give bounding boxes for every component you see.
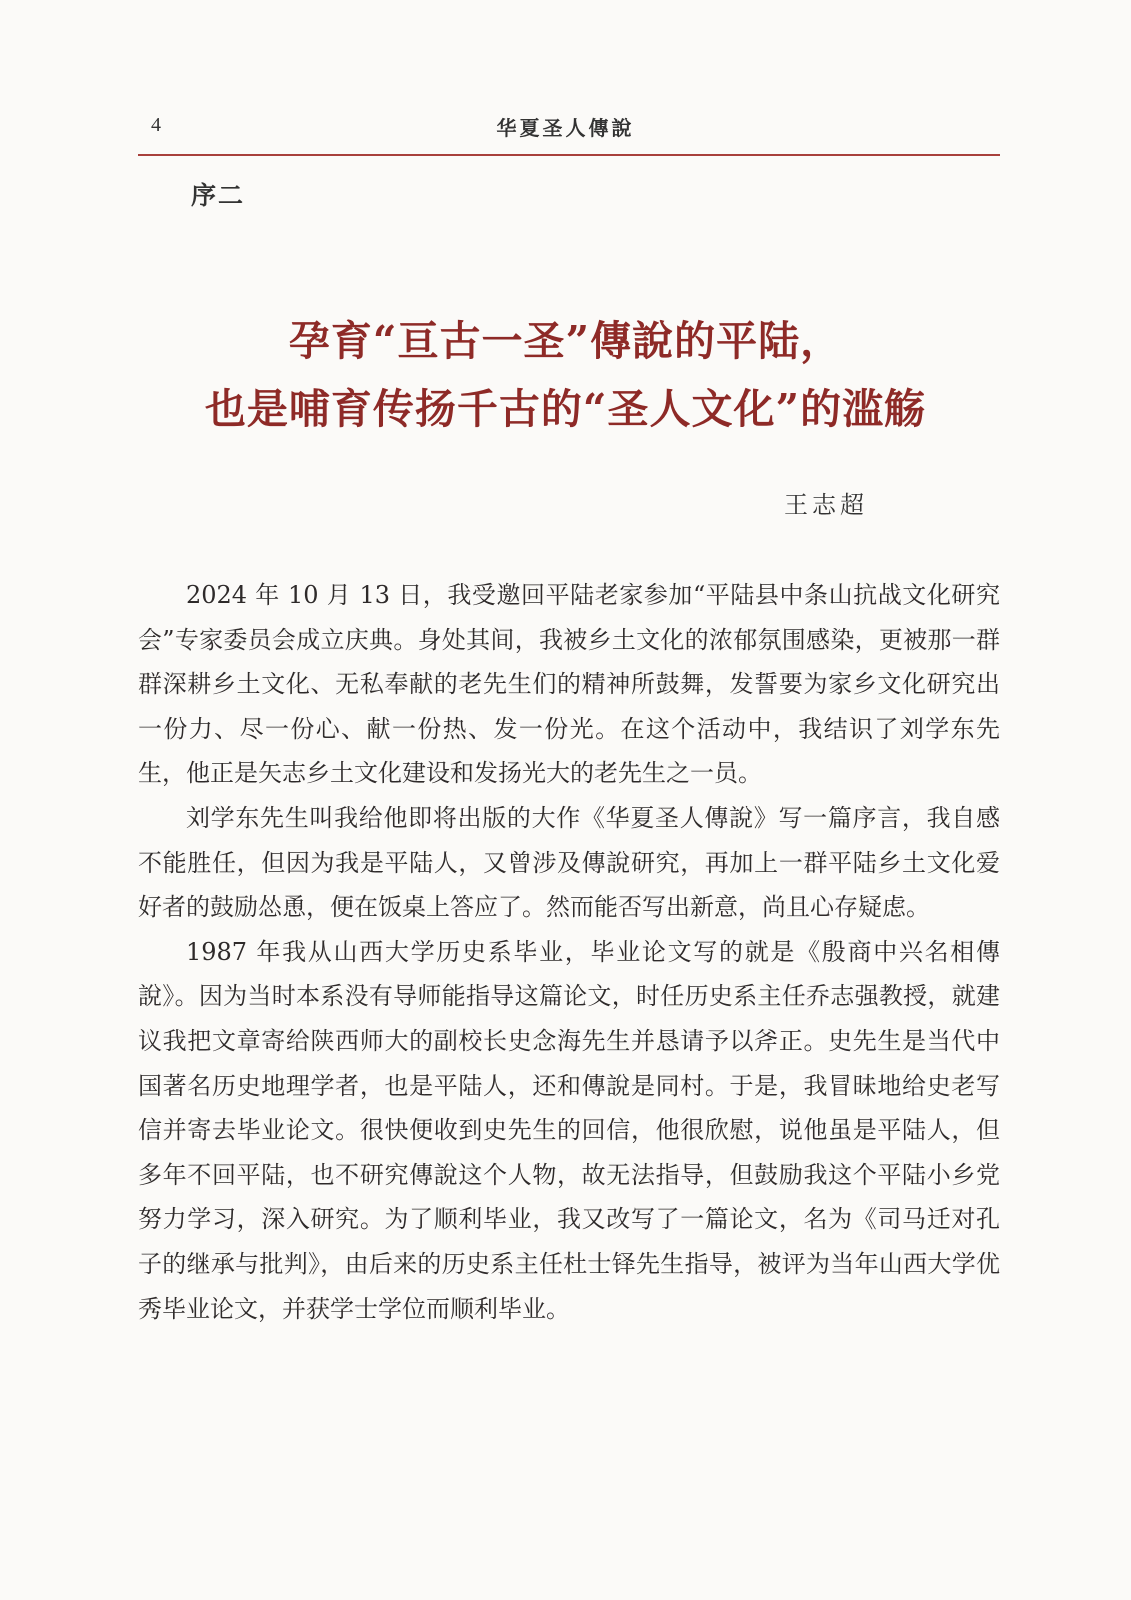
paragraph: 1987 年我从山西大学历史系毕业，毕业论文写的就是《殷商中兴名相傳說》。因为当时本系没有导师能指导这篇论文，时任历史系主任乔志强教授，就建议我把文章寄给陕西师大的副校长史念海先生并恳请予以斧正。史先生是当代中国著名历史地理学者，也是平陆人，还和傳說是同村。于是，我冒昧地给史老写信并寄去毕业论文。很快便收到史先生的回信，他很欣慰，说他虽是平陆人，但多年不回平陆，也不研究傳說这个人物，故无法指导，但鼓励我这个平陆小乡党努力学习，深入研究。为了顺利毕业，我又改写了一篇论文，名为《司马迁对孔子的继承与批判》，由后来的历史系主任杜士铎先生指导，被评为当年山西大学优秀毕业论文，并获学士学位而顺利毕业。 — [138, 937, 1000, 1323]
author-name: 王志超 — [784, 491, 868, 519]
article-title — [0, 307, 1131, 443]
section-label: 序二 — [191, 181, 246, 210]
body-text — [138, 573, 1000, 1331]
page-number: 4 — [151, 114, 161, 136]
title-line: 也是哺育传扬千古的“圣人文化”的滥觞 — [204, 385, 927, 433]
paragraph: 刘学东先生叫我给他即将出版的大作《华夏圣人傳說》写一篇序言，我自感不能胜任，但因为我是平陆人，又曾涉及傳說研究，再加上一群平陆乡土文化爱好者的鼓励怂恿，便在饭桌上答应了。然而能否写出新意，尚且心存疑虑。 — [138, 803, 1000, 922]
running-head-title: 华夏圣人傳說 — [496, 116, 635, 140]
title-line: 孕育“亘古一圣”傳說的平陆， — [288, 317, 843, 365]
paragraph: 2024 年 10 月 13 日，我受邀回平陆老家参加“平陆县中条山抗战文化研究会”专家委员会成立庆典。身处其间，我被乡土文化的浓郁氛围感染，更被那一群群深耕乡土文化、无私奉献的老先生们的精神所鼓舞，发誓要为家乡文化研究出一份力、尽一份心、献一份热、发一份光。在这个活动中，我结识了刘学东先生，他正是矢志乡土文化建设和发扬光大的老先生之一员。 — [138, 581, 1000, 788]
header-rule — [138, 154, 1000, 156]
